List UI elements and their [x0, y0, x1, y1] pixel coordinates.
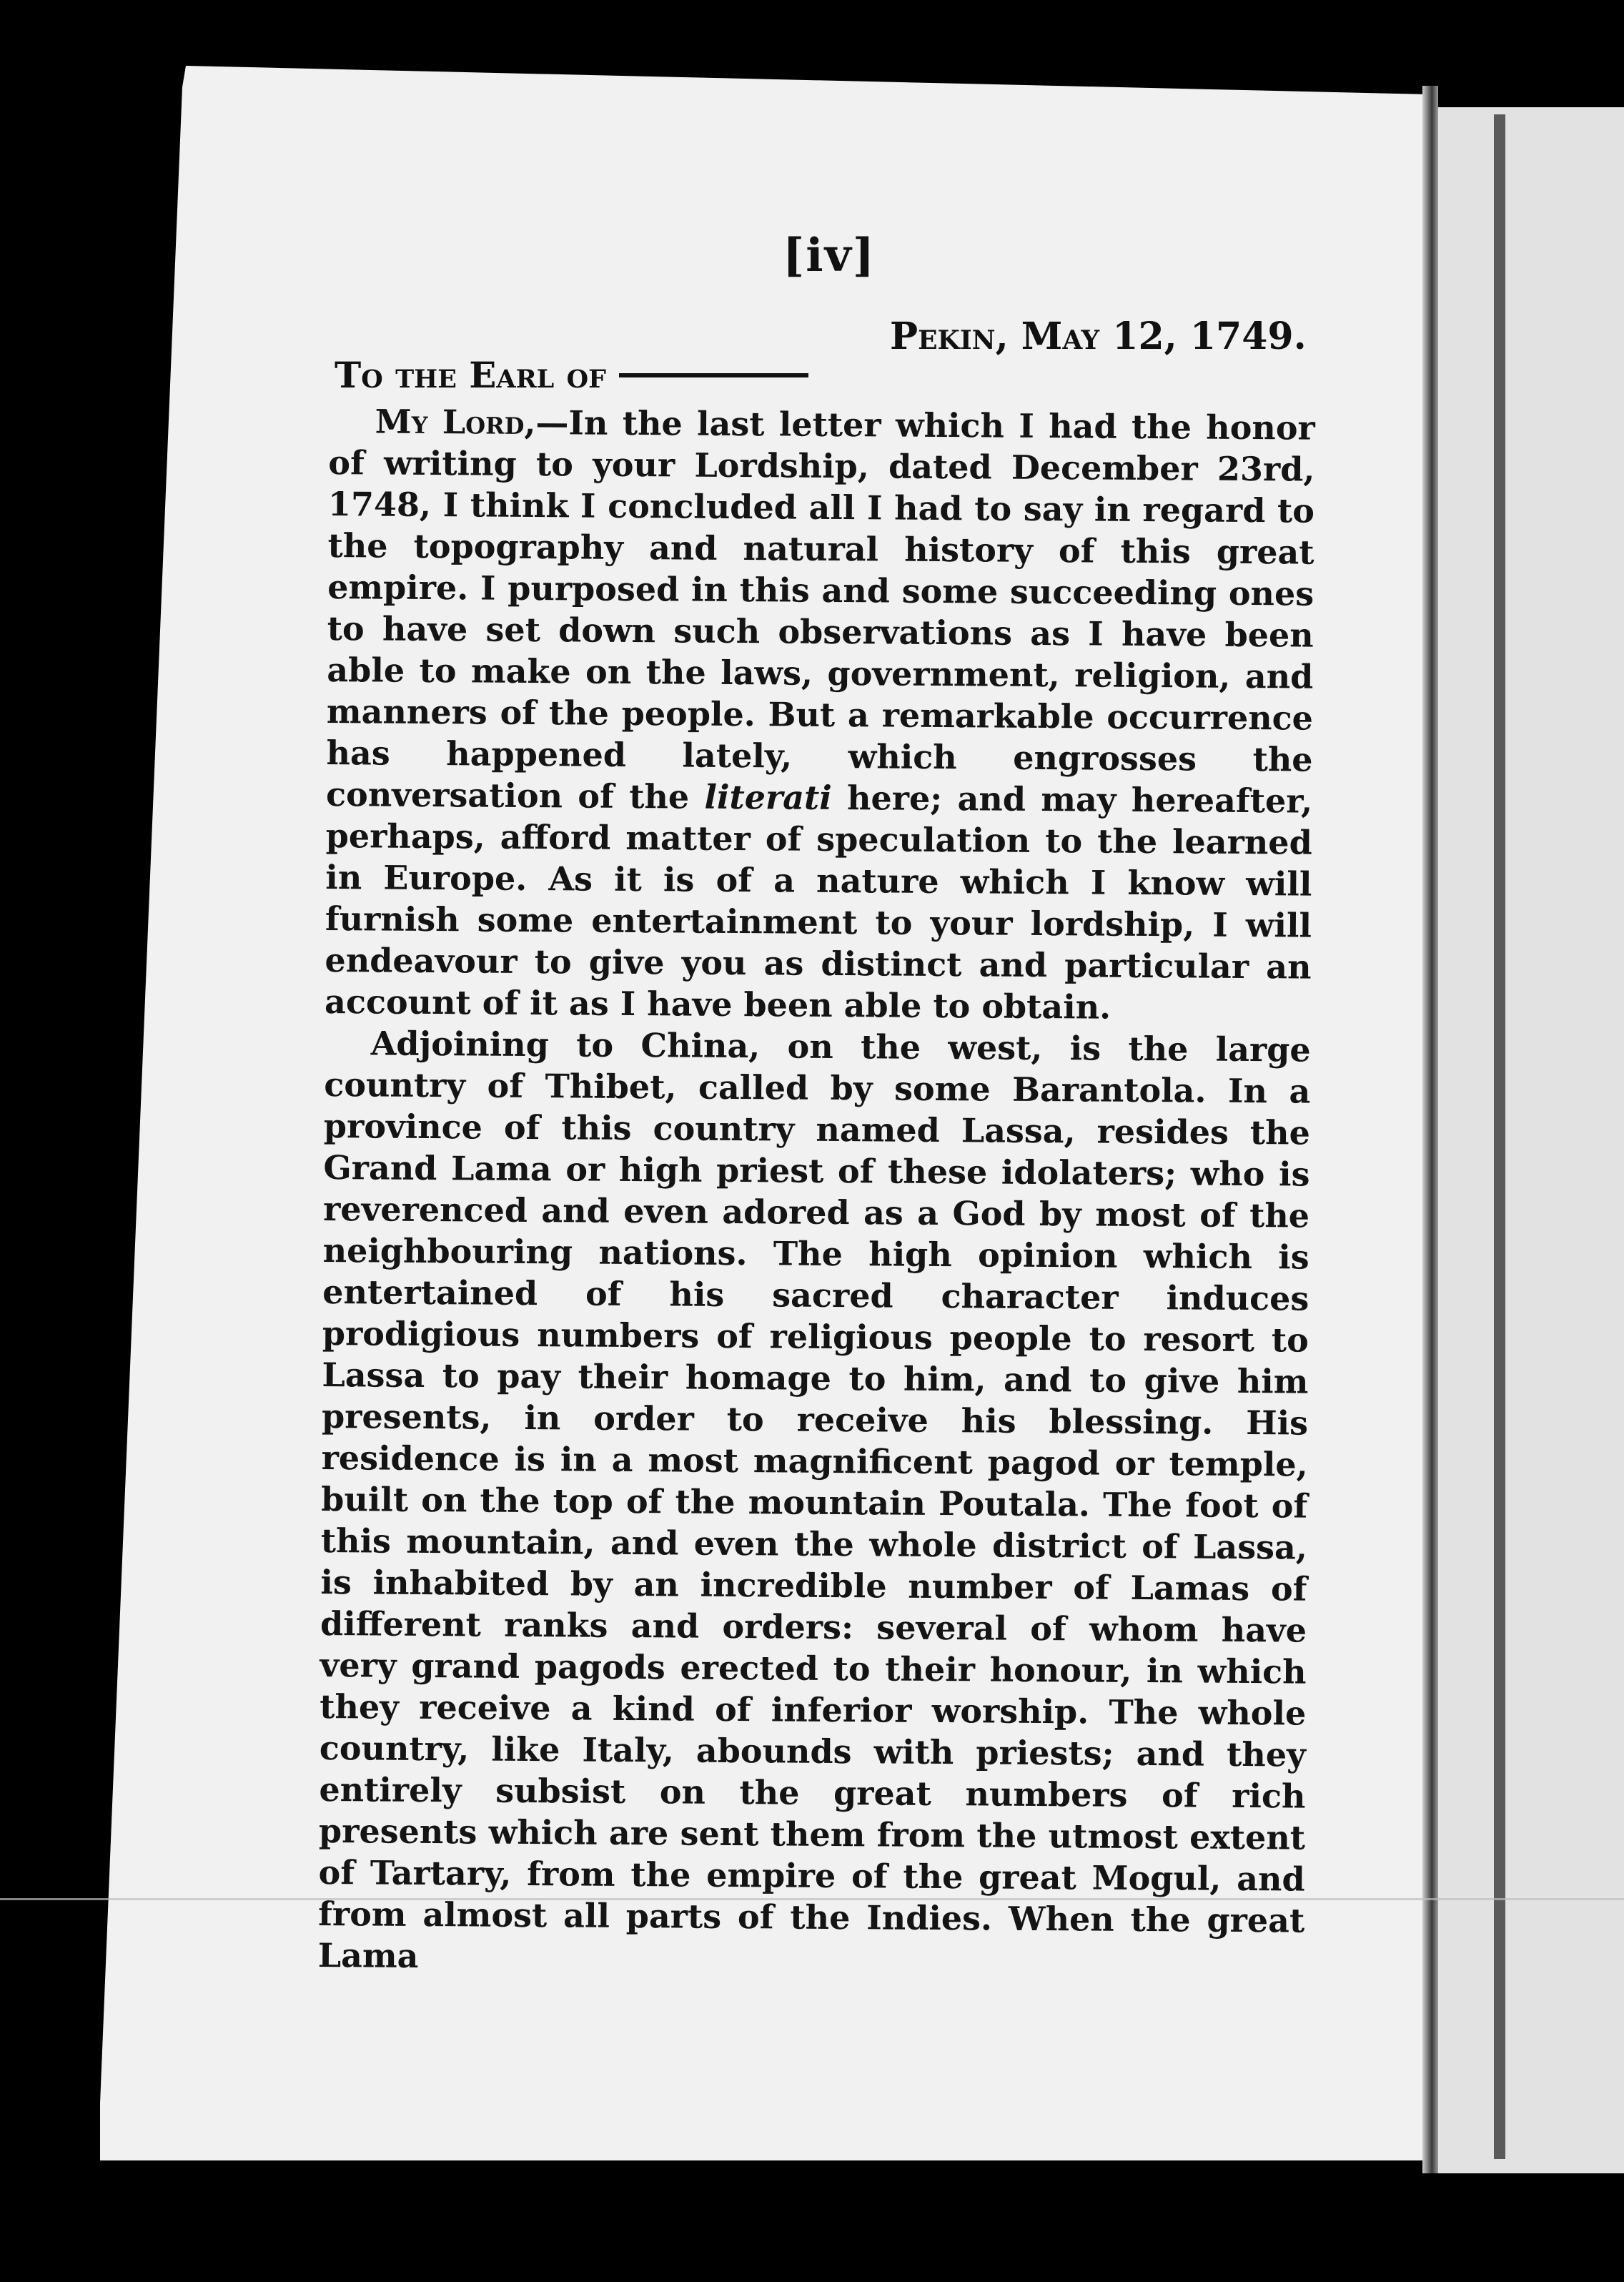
salutation-text: To the Earl of [335, 354, 607, 396]
paragraph-1-text-a: —In the last letter which I had the honor of writing to your Lordship, dated December 23rd, 1748, I think I concluded all I had to say in regard to the topography and natural history of this great empire. I purposed in this and some succeeding ones to have set down such observations as I have been able to make on the laws, government, religion, and manners of the people. But a remarkable occurrence has happened lately, which engrosses the conversation of the [325, 403, 1315, 816]
letter-body [318, 400, 1315, 1983]
opening-address: My Lord, [375, 402, 536, 443]
blank-name-rule [619, 373, 808, 377]
paragraph-1-text-b: here; and may hereafter, perhaps, afford matter of speculation to the learned in Europe. As it is of a nature which I know will furnish some entertainment to your lordship, I will endeavour to give you as distinct and particular an account of it as I have been able to obtain. [324, 778, 1313, 1027]
gutter-shadow [1422, 86, 1438, 2173]
page-number-header: [iv] [783, 229, 876, 282]
paragraph-1 [325, 400, 1315, 1029]
facing-page-edge [1437, 107, 1624, 2173]
paragraph-2: Adjoining to China, on the west, is the large country of Thibet, called by some Barantola. In a province of this country named Lassa, resides the Grand Lama or high priest of these idolaters; who is reverenced and even adored as a God by most of the neighbouring nations. The high opinion which is entertained of his sacred character induces prodigious numbers of religious people to resort to Lassa to pay their homage to him, and to give him presents, in order to receive his blessing. His residence is in a most magnificent pagod or temple, built on the top of the mountain Poutala. The foot of this mountain, and even the whole district of Lassa, is inhabited by an incredible number of Lamas of different ranks and orders: several of whom have very grand pagods erected to their honour, in which they receive a kind of inferior worship. The whole country, like Italy, abounds with priests; and they entirely subsist on the great numbers of rich presents which are sent them from the utmost extent of Tartary, from the empire of the great Mogul, and from almost all parts of the Indies. When the great Lama [317, 1024, 1311, 1975]
salutation [335, 354, 808, 396]
binding-line [1494, 114, 1505, 2159]
italic-term: literati [704, 777, 832, 817]
dateline: Pekin, May 12, 1749. [890, 315, 1307, 358]
